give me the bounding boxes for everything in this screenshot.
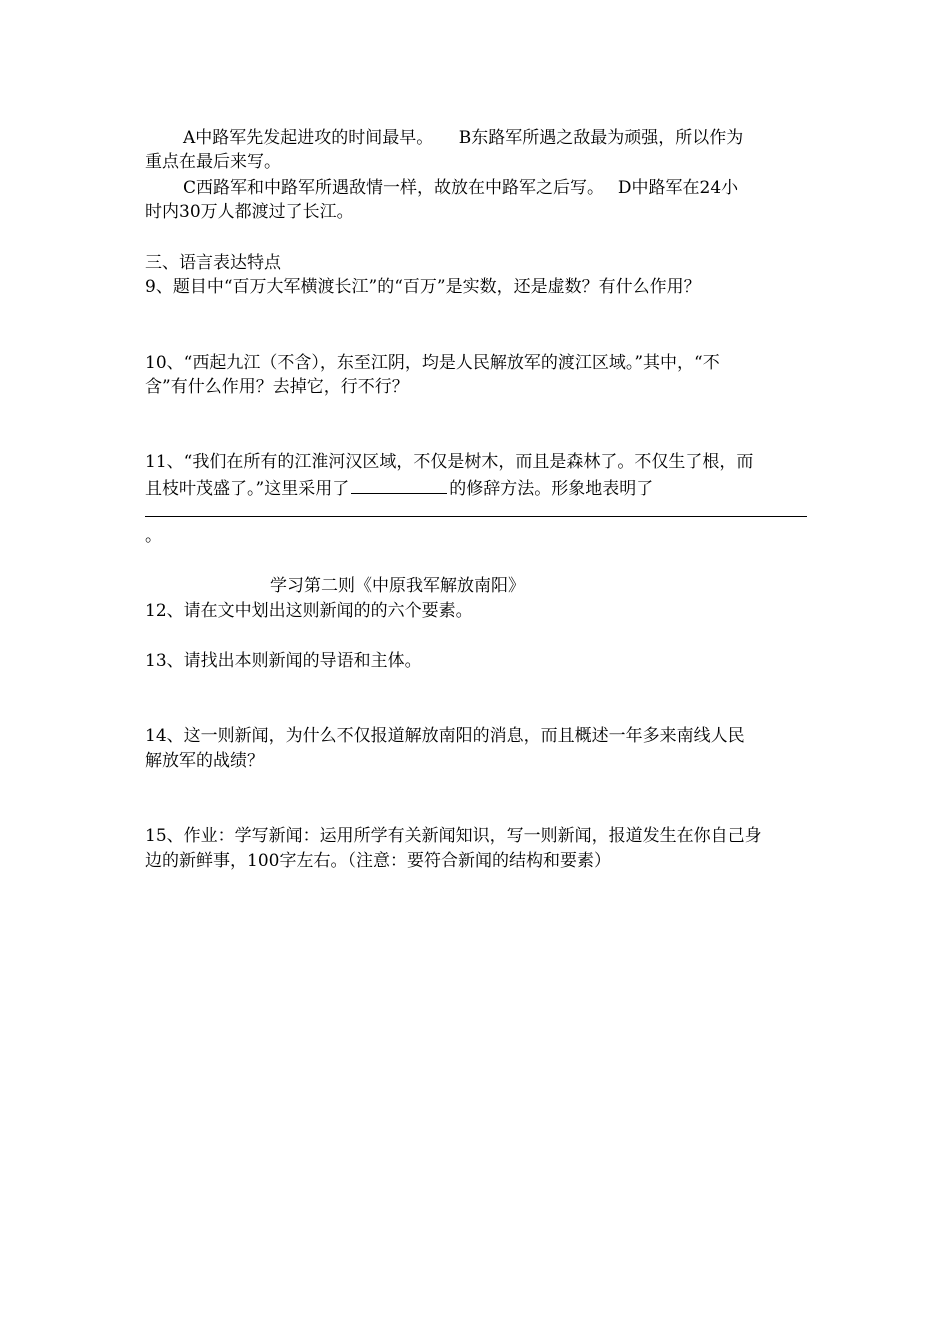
question-14-line-1: 14、这一则新闻，为什么不仅报道解放南阳的消息，而且概述一年多来南线人民: [145, 726, 745, 746]
question-11-end: 。: [145, 526, 162, 546]
question-12: 12、请在文中划出这则新闻的的六个要素。: [145, 601, 473, 621]
option-c-d-continued: 时内30万人都渡过了长江。: [145, 202, 354, 222]
question-13: 13、请找出本则新闻的导语和主体。: [145, 651, 422, 671]
question-11-line-2: [145, 476, 653, 501]
section-3-title: 三、语言表达特点: [145, 253, 281, 273]
question-9: 9、题目中“百万大军横渡长江”的“百万”是实数，还是虚数？有什么作用？: [145, 277, 701, 297]
option-a-b-continued: 重点在最后来写。: [145, 152, 281, 172]
question-10-line-2: 含”有什么作用？去掉它，行不行？: [145, 377, 409, 397]
question-11-text-b: 的修辞方法。形象地表明了: [449, 479, 654, 499]
question-11-text-a: 且枝叶茂盛了。”这里采用了: [145, 479, 350, 499]
question-11-line-1: 11、“我们在所有的江淮河汉区域，不仅是树木，而且是森林了。不仅生了根，而: [145, 452, 754, 472]
option-c-d: C西路军和中路军所遇敌情一样，故放在中路军之后写。 D中路军在24小: [183, 178, 739, 198]
question-15-line-1: 15、作业：学写新闻：运用所学有关新闻知识，写一则新闻，报道发生在你自己身: [145, 826, 762, 846]
section-4-title: 学习第二则《中原我军解放南阳》: [270, 576, 525, 596]
answer-blank[interactable]: [351, 476, 447, 494]
question-15-line-2: 边的新鲜事，100字左右。（注意：要符合新闻的结构和要素）: [145, 851, 611, 871]
option-a-b: A中路军先发起进攻的时间最早。 B东路军所遇之敌最为顽强，所以作为: [183, 128, 744, 148]
answer-line[interactable]: [145, 516, 807, 517]
question-14-line-2: 解放军的战绩？: [145, 751, 264, 771]
question-10-line-1: 10、“西起九江（不含），东至江阴，均是人民解放军的渡江区域。”其中，“不: [145, 353, 720, 373]
